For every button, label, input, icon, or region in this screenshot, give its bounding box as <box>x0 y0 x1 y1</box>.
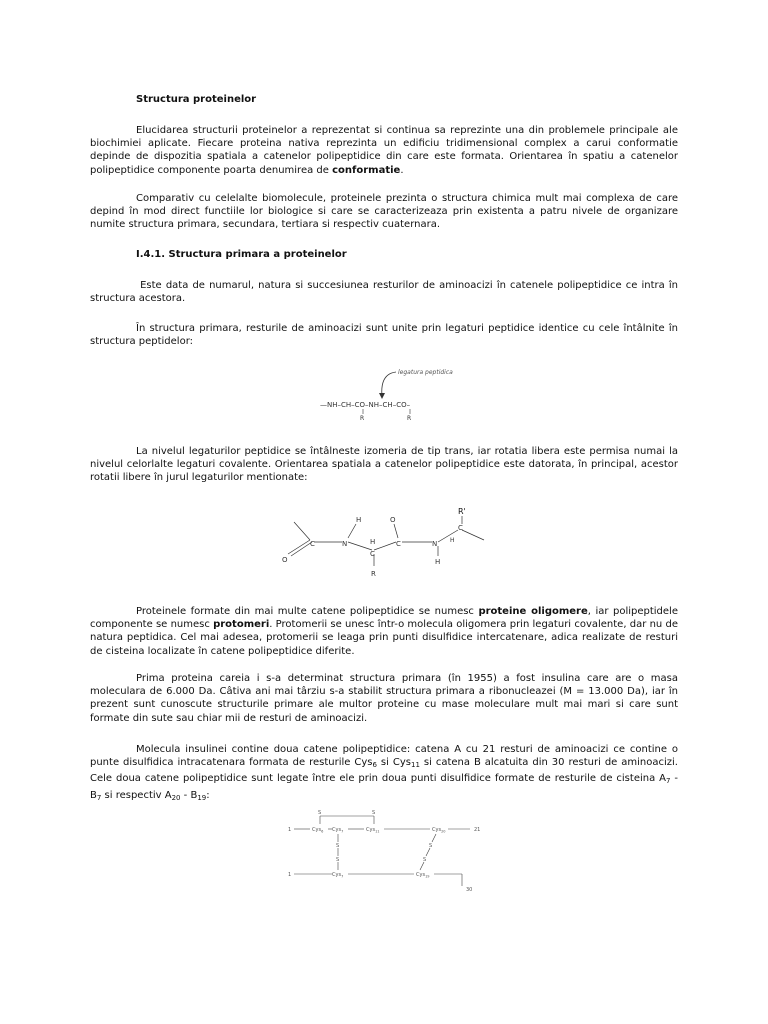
paragraph-6-a: Proteinele formate din mai multe catene polipeptidice se numesc <box>136 606 479 617</box>
paragraph-8-a: Molecula insulinei contine doua catene polipeptidice: catena A cu 21 resturi de aminoacizi ce contine o punte disulfidica intracatenara formata de resturile Cys <box>90 744 678 769</box>
cys-a20: Cys$_{20}$ <box>432 827 446 834</box>
section-heading-primary: I.4.1. Structura primara a proteinelor <box>136 249 347 260</box>
rotation-figure <box>272 502 492 590</box>
paragraph-1-text: Elucidarea structurii proteinelor a reprezentat si continua sa reprezinte una din problemele principale ale biochimiei aplicate. Fiecare proteina nativa reprezinta un edificiu tridimensional complex a carui conformatie depinde de dispozitia spatiala a catenelor polipeptidice din care este formata. Orientarea în spatiu a catenelor polipeptidice componente poarta denumirea de <box>90 125 678 176</box>
paragraph-4 <box>90 322 678 348</box>
r1-label: R <box>360 415 365 422</box>
sub-19: 19 <box>197 793 207 802</box>
fig2-o2: O <box>390 516 396 524</box>
paragraph-5-text: La nivelul legaturilor peptidice se întâlneste izomeria de tip trans, iar rotatia libera este permisa numai la nivelul celorlalte legaturi covalente. Orientarea spatiala a catenelor polipeptidice este datorata, în principal, acestor rotatii libere în jurul legaturilor mentionate: <box>90 446 678 484</box>
sub-20: 20 <box>171 793 181 802</box>
fig2-r1: R <box>371 570 376 578</box>
fig2-h2: H <box>370 538 376 546</box>
sulfur-2: S <box>372 810 376 816</box>
paragraph-5 <box>90 445 678 485</box>
insulin-figure <box>284 808 494 894</box>
fig2-n1: N <box>342 540 348 548</box>
paragraph-6-bold-oligomere: proteine oligomere <box>478 606 588 617</box>
paragraph-1 <box>90 124 678 177</box>
fig2-h3: H <box>435 558 441 566</box>
paragraph-6-d: . Protomerii se unesc într-o molecula oligomera prin legaturi covalente, dar nu de natura peptidica. Cel mai adesea, protomerii se leaga prin punti disulfidice intercatenare, adica realizate de resturi de cisteina localizate în catene polipeptidice diferite. <box>90 619 678 657</box>
cys-a7: Cys$_7$ <box>332 827 344 834</box>
peptide-bond-arrow <box>382 372 396 396</box>
paragraph-8 <box>90 743 678 805</box>
paragraph-2-text: Comparativ cu celelalte biomolecule, proteinele prezinta o structura chimica mult mai complexa de care depind în mod direct functiile lor biologice si care se caracterizeaza prin existenta a patru nivele de organizare numite structura primara, secundara, tertiara si respectiv cuaternara. <box>90 193 678 231</box>
fig2-o1: O <box>282 556 288 564</box>
paragraph-8-f: - B <box>180 789 198 801</box>
fig2-c1: C <box>310 540 315 548</box>
paragraph-6-bold-protomeri: protomeri <box>213 619 270 631</box>
sulfur-4: S <box>336 857 340 863</box>
fig2-n2: N <box>432 540 438 548</box>
paragraph-8-b: si Cys <box>376 757 411 769</box>
sulfur-5: S <box>429 843 433 849</box>
fig2-r2: R' <box>458 507 466 516</box>
paragraph-8-g: : <box>206 789 210 801</box>
sub-11: 11 <box>410 761 420 770</box>
sulfur-3: S <box>336 843 340 849</box>
sub-6: 6 <box>372 761 377 770</box>
chain-a-end: 21 <box>474 827 481 833</box>
cys-a11: Cys$_{11}$ <box>366 827 380 834</box>
peptide-bond-figure <box>310 362 470 422</box>
peptide-chain: —NH–CH–CO–NH–CH–CO– <box>320 401 411 409</box>
sub-7b: 7 <box>96 793 102 802</box>
page-title: Structura proteinelor <box>136 94 257 105</box>
peptide-bond-label: legatura peptidica <box>398 369 453 376</box>
fig2-c4: C <box>458 524 463 532</box>
cys-b19: Cys$_{19}$ <box>416 872 430 879</box>
paragraph-3-text: Este data de numarul, natura si succesiunea resturilor de aminoacizi în catenele polipeptidice ce intra în structura acestora. <box>90 280 678 305</box>
paragraph-8-c: si catena B alcatuita din 30 resturi de aminoacizi. Cele doua catene polipeptidice sunt legate între ele prin doua punti disulfidice formate de resturile de cisteina A <box>90 757 678 785</box>
fig2-c3: C <box>396 540 401 548</box>
paragraph-8-e: si respectiv A <box>101 789 172 801</box>
fig2-h4: H <box>450 537 455 544</box>
r2-label: R <box>407 415 412 422</box>
paragraph-8-d: - B <box>90 773 678 801</box>
chain-a-start: 1 <box>288 827 292 833</box>
fig2-h1: H <box>356 516 362 524</box>
paragraph-6-c: , iar polipeptidele componente se numesc <box>90 606 678 631</box>
paragraph-1-bold: conformatie <box>332 164 401 176</box>
paragraph-7 <box>90 672 678 725</box>
cys-b7: Cys$_7$ <box>332 872 344 879</box>
paragraph-3 <box>90 279 678 305</box>
sulfur-6: S <box>423 857 427 863</box>
cys-a6: Cys$_6$ <box>312 827 324 834</box>
paragraph-2 <box>90 192 678 232</box>
chain-b-start: 1 <box>288 872 292 878</box>
sub-7a: 7 <box>665 777 671 786</box>
paragraph-7-text: Prima proteina careia i s-a determinat structura primara (în 1955) a fost insulina care are o masa moleculara de 6.000 Da. Câtiva ani mai târziu s-a stabilit structura primara a ribonucleazei (M = 13.000 Da), iar în prezent sunt cunoscute structurile primare ale multor proteine cu mase moleculare mult mai mari si care sunt formate din sute sau chiar mii de resturi de aminoacizi. <box>90 673 678 724</box>
paragraph-4-text: În structura primara, resturile de aminoacizi sunt unite prin legaturi peptidice identice cu cele întâlnite în structura peptidelor: <box>90 323 678 348</box>
peptide-bond-arrowhead <box>379 393 385 399</box>
paragraph-1-end: . <box>400 164 404 176</box>
fig2-c2: C <box>370 550 375 558</box>
sulfur-1: S <box>318 810 322 816</box>
chain-b-end: 30 <box>466 887 473 893</box>
paragraph-6 <box>90 605 678 658</box>
